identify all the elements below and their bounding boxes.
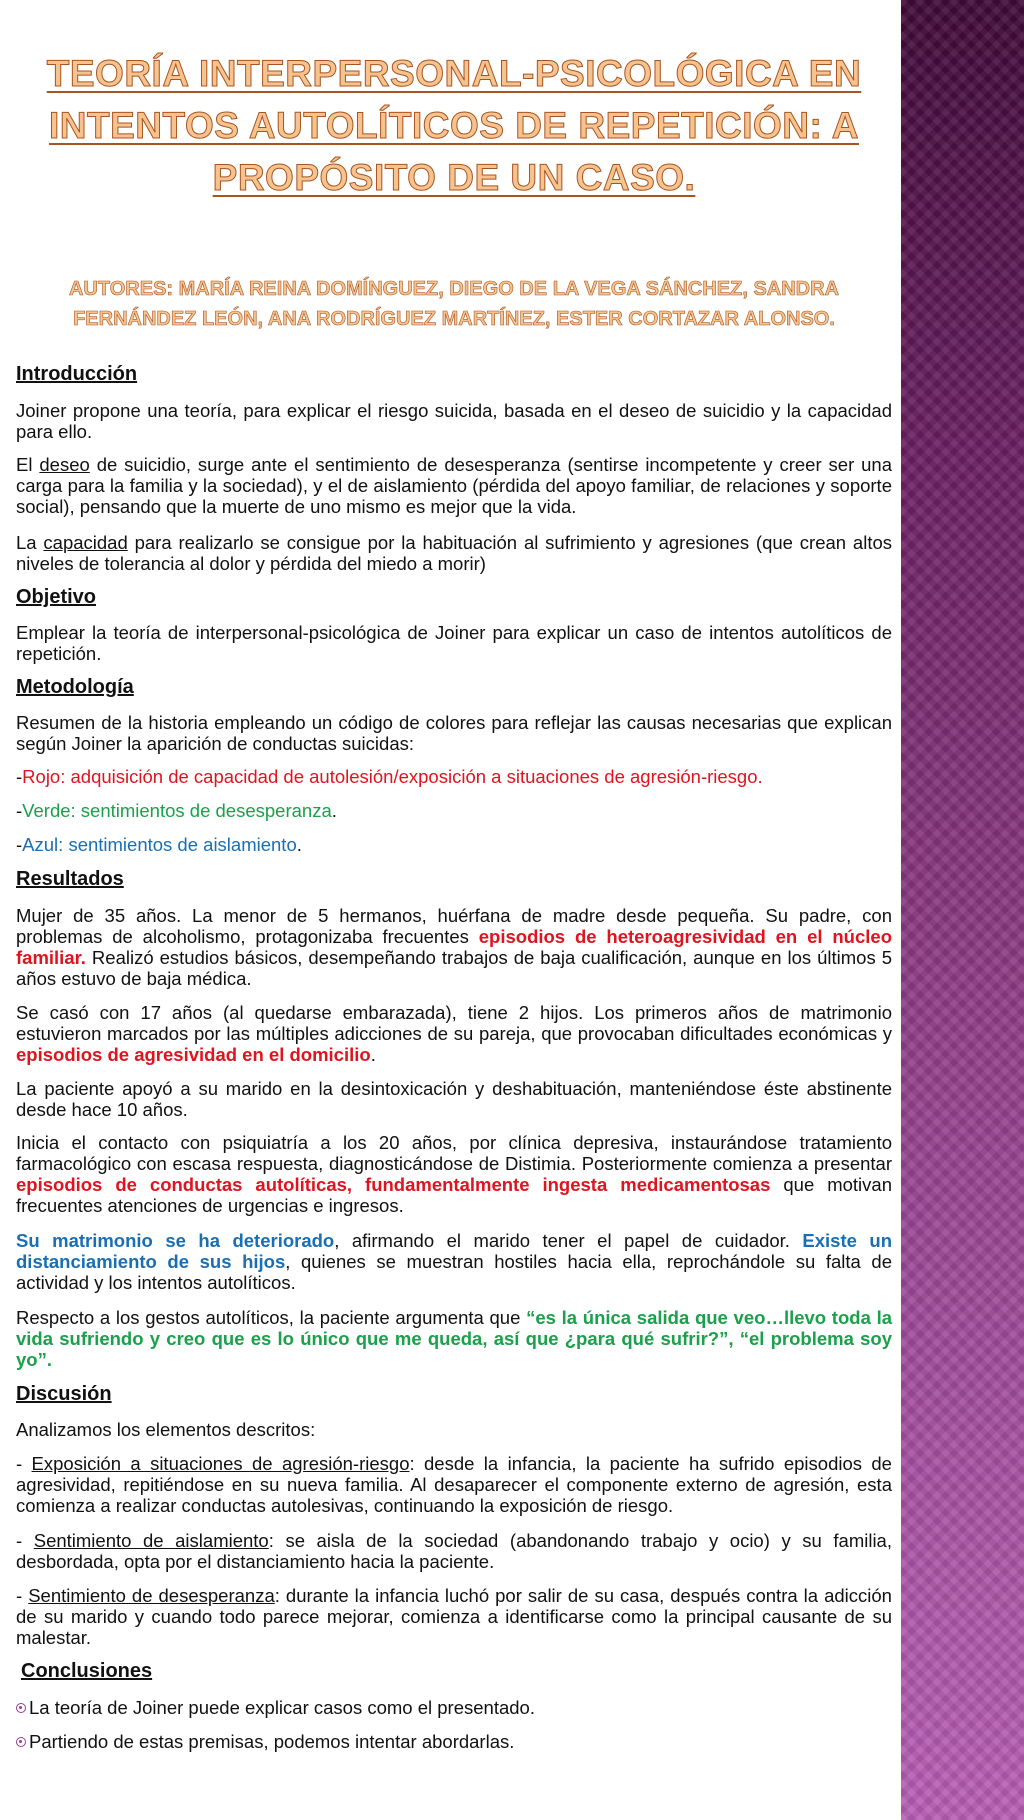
decorative-side-band	[901, 0, 1024, 1820]
discussion-item-exposicion: - Exposición a situaciones de agresión-riesgo: desde la infancia, la paciente ha sufrido episodios de agresividad, repitiéndose en su nueva familia. Al desaparecer el componente externo de agresión, esta comienza a realizar conductas autolesivas, continuando la exposición de riesgo.	[16, 1453, 892, 1516]
heading-objetivo: Objetivo	[16, 586, 97, 608]
term-deseo: deseo	[39, 454, 90, 475]
conclusion-item: La teoría de Joiner puede explicar casos como el presentado.	[16, 1697, 892, 1718]
heading-discusion: Discusión	[16, 1383, 112, 1405]
bullet-icon	[16, 1737, 26, 1747]
color-code-blue: -Azul: sentimientos de aislamiento.	[16, 834, 302, 855]
intro-paragraph-1: Joiner propone una teoría, para explicar el riesgo suicida, basada en el deseo de suicidio y la capacidad para ello.	[16, 400, 892, 442]
heading-resultados: Resultados	[16, 868, 124, 890]
color-code-green: -Verde: sentimientos de desesperanza.	[16, 800, 337, 821]
discussion-item-aislamiento: - Sentimiento de aislamiento: se aisla de la sociedad (abandonando trabajo y ocio) y su familia, desbordada, opta por el distanciamiento hacia la paciente.	[16, 1530, 892, 1572]
methodology-paragraph: Resumen de la historia empleando un código de colores para reflejar las causas necesarias que explican según Joiner la aparición de conductas suicidas:	[16, 712, 892, 754]
term-capacidad: capacidad	[43, 532, 128, 553]
results-paragraph-1: Mujer de 35 años. La menor de 5 hermanos, huérfana de madre desde pequeña. Su padre, con problemas de alcoholismo, protagonizaba frecuentes episodios de heteroagresividad en el núcleo familiar. Realizó estudios básicos, desempeñando trabajos de baja cualificación, aunque en los últimos 5 años estuvo de baja médica.	[16, 905, 893, 989]
authors-line: AUTORES: MARÍA REINA DOMÍNGUEZ, DIEGO DE LA VEGA SÁNCHEZ, SANDRA FERNÁNDEZ LEÓN, ANA RODRÍGUEZ MARTÍNEZ, ESTER CORTAZAR ALONSO.	[68, 278, 840, 330]
results-paragraph-3: La paciente apoyó a su marido en la desintoxicación y deshabituación, manteniéndose éste abstinente desde hace 10 años.	[16, 1078, 892, 1120]
results-paragraph-4: Inicia el contacto con psiquiatría a los 20 años, por clínica depresiva, instaurándose tratamiento farmacológico con escasa respuesta, diagnosticándose de Distimia. Posteriormente comienza a presentar episodios de conductas autolíticas, fundamentalmente ingesta medicamentosas que motivan frecuentes atenciones de urgencias e ingresos.	[16, 1132, 892, 1216]
bullet-icon	[16, 1703, 26, 1713]
poster-title: TEORÍA INTERPERSONAL-PSICOLÓGICA EN INTENTOS AUTOLÍTICOS DE REPETICIÓN: A PROPÓSITO DE UN CASO.	[46, 53, 862, 198]
heading-introduccion: Introducción	[16, 363, 138, 385]
results-paragraph-2: Se casó con 17 años (al quedarse embarazada), tiene 2 hijos. Los primeros años de matrimonio estuvieron marcados por las múltiples adicciones de su pareja, que provocaban dificultades económicas y episodios de agresividad en el domicilio.	[16, 1002, 892, 1065]
results-paragraph-6: Respecto a los gestos autolíticos, la paciente argumenta que “es la única salida que veo…llevo toda la vida sufriendo y creo que es lo único que me queda, así que ¿para qué sufrir?”, “el problema soy yo”.	[16, 1307, 892, 1370]
heading-metodologia: Metodología	[16, 676, 134, 698]
results-paragraph-5: Su matrimonio se ha deteriorado, afirmando el marido tener el papel de cuidador. Existe un distanciamiento de sus hijos, quienes se muestran hostiles hacia ella, reprochándole su falta de actividad y los intentos autolíticos.	[16, 1230, 892, 1293]
heading-conclusiones: Conclusiones	[21, 1660, 153, 1682]
intro-paragraph-2: El deseo de suicidio, surge ante el sentimiento de desesperanza (sentirse incompetente y creer ser una carga para la familia y la sociedad), y el de aislamiento (pérdida del apoyo familiar, de relaciones y soporte social), pensando que la muerte de uno mismo es mejor que la vida.	[16, 454, 893, 517]
objective-paragraph: Emplear la teoría de interpersonal-psicológica de Joiner para explicar un caso de intentos autolíticos de repetición.	[16, 622, 892, 664]
poster-content	[16, 0, 892, 1820]
discussion-intro: Analizamos los elementos descritos:	[16, 1419, 316, 1440]
intro-paragraph-3: La capacidad para realizarlo se consigue por la habituación al sufrimiento y agresiones (que crean altos niveles de tolerancia al dolor y pérdida del miedo a morir)	[16, 532, 892, 574]
color-code-red: -Rojo: adquisición de capacidad de autolesión/exposición a situaciones de agresión-riesgo.	[16, 766, 763, 787]
discussion-item-desesperanza: - Sentimiento de desesperanza: durante la infancia luchó por salir de su casa, después contra la adicción de su marido y cuando todo parece mejorar, comienza a identificarse como la principal causante de su malestar.	[16, 1585, 892, 1648]
conclusion-item: Partiendo de estas premisas, podemos intentar abordarlas.	[16, 1731, 892, 1752]
